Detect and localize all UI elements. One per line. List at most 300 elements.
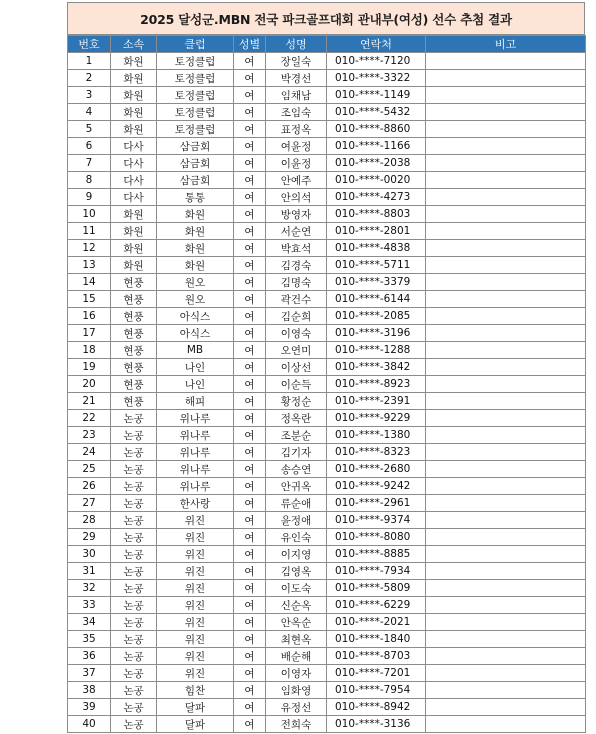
- cell-number: 9: [68, 189, 111, 206]
- table-row: [68, 206, 586, 223]
- cell-remarks: [426, 172, 586, 189]
- cell-gender: 여: [234, 682, 266, 699]
- table-row: [68, 359, 586, 376]
- cell-club: 통통: [157, 189, 234, 206]
- cell-contact: 010-****-3379: [327, 274, 426, 291]
- cell-contact: 010-****-2085: [327, 308, 426, 325]
- cell-gender: 여: [234, 274, 266, 291]
- cell-contact: 010-****-1380: [327, 427, 426, 444]
- cell-gender: 여: [234, 121, 266, 138]
- cell-remarks: [426, 546, 586, 563]
- cell-gender: 여: [234, 240, 266, 257]
- cell-gender: 여: [234, 529, 266, 546]
- cell-affiliation: 논공: [111, 546, 157, 563]
- cell-contact: 010-****-8923: [327, 376, 426, 393]
- cell-remarks: [426, 223, 586, 240]
- cell-club: 아식스: [157, 308, 234, 325]
- cell-number: 33: [68, 597, 111, 614]
- cell-club: 힘찬: [157, 682, 234, 699]
- cell-gender: 여: [234, 512, 266, 529]
- cell-remarks: [426, 393, 586, 410]
- cell-affiliation: 다사: [111, 138, 157, 155]
- table-row: [68, 291, 586, 308]
- cell-remarks: [426, 478, 586, 495]
- table-row: [68, 665, 586, 682]
- cell-remarks: [426, 155, 586, 172]
- cell-affiliation: 논공: [111, 444, 157, 461]
- table-body: [68, 53, 586, 733]
- cell-affiliation: 현풍: [111, 274, 157, 291]
- cell-affiliation: 다사: [111, 172, 157, 189]
- cell-name: 이도숙: [266, 580, 327, 597]
- cell-name: 유정선: [266, 699, 327, 716]
- cell-affiliation: 논공: [111, 682, 157, 699]
- cell-gender: 여: [234, 291, 266, 308]
- cell-contact: 010-****-8860: [327, 121, 426, 138]
- cell-affiliation: 화원: [111, 87, 157, 104]
- cell-affiliation: 논공: [111, 648, 157, 665]
- cell-affiliation: 화원: [111, 53, 157, 70]
- cell-number: 21: [68, 393, 111, 410]
- cell-remarks: [426, 529, 586, 546]
- cell-remarks: [426, 580, 586, 597]
- col-header-gender: 성별: [234, 36, 266, 53]
- cell-remarks: [426, 648, 586, 665]
- table-row: [68, 495, 586, 512]
- table-row: [68, 682, 586, 699]
- cell-contact: 010-****-1840: [327, 631, 426, 648]
- table-row: [68, 87, 586, 104]
- cell-club: 화원: [157, 223, 234, 240]
- cell-gender: 여: [234, 478, 266, 495]
- cell-gender: 여: [234, 716, 266, 733]
- table-row: [68, 427, 586, 444]
- cell-number: 28: [68, 512, 111, 529]
- cell-name: 표정옥: [266, 121, 327, 138]
- cell-affiliation: 논공: [111, 580, 157, 597]
- cell-number: 16: [68, 308, 111, 325]
- cell-contact: 010-****-2961: [327, 495, 426, 512]
- cell-contact: 010-****-2391: [327, 393, 426, 410]
- cell-number: 37: [68, 665, 111, 682]
- cell-club: 위나루: [157, 410, 234, 427]
- header-row: [68, 36, 586, 53]
- cell-name: 신순옥: [266, 597, 327, 614]
- table-row: [68, 614, 586, 631]
- cell-affiliation: 현풍: [111, 325, 157, 342]
- cell-affiliation: 화원: [111, 240, 157, 257]
- table-row: [68, 257, 586, 274]
- cell-name: 최현옥: [266, 631, 327, 648]
- cell-contact: 010-****-8942: [327, 699, 426, 716]
- cell-number: 19: [68, 359, 111, 376]
- cell-club: 위진: [157, 529, 234, 546]
- cell-gender: 여: [234, 206, 266, 223]
- cell-club: 삼금회: [157, 138, 234, 155]
- cell-remarks: [426, 53, 586, 70]
- table-row: [68, 716, 586, 733]
- col-header-name: 성명: [266, 36, 327, 53]
- table-row: [68, 648, 586, 665]
- cell-contact: 010-****-6229: [327, 597, 426, 614]
- cell-number: 18: [68, 342, 111, 359]
- cell-gender: 여: [234, 614, 266, 631]
- cell-number: 14: [68, 274, 111, 291]
- cell-number: 15: [68, 291, 111, 308]
- table-row: [68, 478, 586, 495]
- table-row: [68, 155, 586, 172]
- cell-affiliation: 다사: [111, 155, 157, 172]
- cell-number: 7: [68, 155, 111, 172]
- cell-contact: 010-****-1288: [327, 342, 426, 359]
- results-sheet: [67, 2, 585, 733]
- cell-affiliation: 화원: [111, 206, 157, 223]
- cell-remarks: [426, 665, 586, 682]
- table-row: [68, 461, 586, 478]
- cell-club: 위나루: [157, 478, 234, 495]
- cell-name: 안예주: [266, 172, 327, 189]
- cell-contact: 010-****-5809: [327, 580, 426, 597]
- cell-gender: 여: [234, 104, 266, 121]
- table-row: [68, 597, 586, 614]
- cell-club: MB: [157, 342, 234, 359]
- cell-number: 22: [68, 410, 111, 427]
- table-row: [68, 444, 586, 461]
- cell-remarks: [426, 699, 586, 716]
- cell-contact: 010-****-8803: [327, 206, 426, 223]
- cell-name: 이지영: [266, 546, 327, 563]
- cell-gender: 여: [234, 665, 266, 682]
- cell-affiliation: 현풍: [111, 359, 157, 376]
- cell-gender: 여: [234, 155, 266, 172]
- cell-name: 장일숙: [266, 53, 327, 70]
- cell-number: 13: [68, 257, 111, 274]
- cell-gender: 여: [234, 461, 266, 478]
- cell-remarks: [426, 631, 586, 648]
- cell-name: 조임숙: [266, 104, 327, 121]
- cell-name: 오연미: [266, 342, 327, 359]
- cell-gender: 여: [234, 308, 266, 325]
- cell-number: 32: [68, 580, 111, 597]
- cell-name: 류순애: [266, 495, 327, 512]
- col-header-club: 클럽: [157, 36, 234, 53]
- cell-gender: 여: [234, 376, 266, 393]
- table-row: [68, 308, 586, 325]
- cell-gender: 여: [234, 325, 266, 342]
- cell-club: 위나루: [157, 444, 234, 461]
- cell-number: 8: [68, 172, 111, 189]
- cell-number: 3: [68, 87, 111, 104]
- cell-club: 토정클럽: [157, 53, 234, 70]
- cell-affiliation: 화원: [111, 104, 157, 121]
- table-row: [68, 240, 586, 257]
- cell-gender: 여: [234, 410, 266, 427]
- cell-affiliation: 현풍: [111, 291, 157, 308]
- cell-club: 아식스: [157, 325, 234, 342]
- cell-name: 송승연: [266, 461, 327, 478]
- cell-number: 4: [68, 104, 111, 121]
- cell-number: 31: [68, 563, 111, 580]
- cell-remarks: [426, 342, 586, 359]
- table-row: [68, 325, 586, 342]
- cell-club: 위진: [157, 631, 234, 648]
- cell-affiliation: 논공: [111, 716, 157, 733]
- cell-remarks: [426, 240, 586, 257]
- cell-number: 29: [68, 529, 111, 546]
- cell-remarks: [426, 563, 586, 580]
- cell-club: 원오: [157, 274, 234, 291]
- cell-remarks: [426, 87, 586, 104]
- cell-remarks: [426, 308, 586, 325]
- cell-affiliation: 화원: [111, 70, 157, 87]
- cell-affiliation: 현풍: [111, 308, 157, 325]
- cell-name: 방영자: [266, 206, 327, 223]
- cell-gender: 여: [234, 546, 266, 563]
- cell-name: 김영옥: [266, 563, 327, 580]
- cell-name: 여윤정: [266, 138, 327, 155]
- cell-remarks: [426, 376, 586, 393]
- table-row: [68, 138, 586, 155]
- cell-gender: 여: [234, 53, 266, 70]
- cell-affiliation: 논공: [111, 512, 157, 529]
- cell-contact: 010-****-0020: [327, 172, 426, 189]
- cell-contact: 010-****-2021: [327, 614, 426, 631]
- cell-club: 위나루: [157, 427, 234, 444]
- cell-contact: 010-****-9229: [327, 410, 426, 427]
- cell-number: 27: [68, 495, 111, 512]
- cell-number: 11: [68, 223, 111, 240]
- sheet-title: 2025 달성군.MBN 전국 파크골프대회 관내부(여성) 선수 추첨 결과: [67, 2, 585, 35]
- table-row: [68, 699, 586, 716]
- cell-remarks: [426, 206, 586, 223]
- cell-name: 박효석: [266, 240, 327, 257]
- col-header-remarks: 비고: [426, 36, 586, 53]
- cell-remarks: [426, 257, 586, 274]
- cell-remarks: [426, 444, 586, 461]
- cell-number: 36: [68, 648, 111, 665]
- cell-remarks: [426, 410, 586, 427]
- cell-number: 38: [68, 682, 111, 699]
- cell-remarks: [426, 138, 586, 155]
- cell-number: 24: [68, 444, 111, 461]
- cell-gender: 여: [234, 444, 266, 461]
- cell-gender: 여: [234, 699, 266, 716]
- cell-club: 원오: [157, 291, 234, 308]
- cell-gender: 여: [234, 580, 266, 597]
- cell-remarks: [426, 274, 586, 291]
- cell-name: 윤정애: [266, 512, 327, 529]
- cell-contact: 010-****-8080: [327, 529, 426, 546]
- table-row: [68, 172, 586, 189]
- cell-name: 김기자: [266, 444, 327, 461]
- cell-club: 달파: [157, 716, 234, 733]
- cell-remarks: [426, 495, 586, 512]
- cell-remarks: [426, 325, 586, 342]
- cell-contact: 010-****-4838: [327, 240, 426, 257]
- cell-gender: 여: [234, 597, 266, 614]
- cell-remarks: [426, 597, 586, 614]
- cell-contact: 010-****-2801: [327, 223, 426, 240]
- cell-name: 조분순: [266, 427, 327, 444]
- cell-remarks: [426, 512, 586, 529]
- cell-number: 23: [68, 427, 111, 444]
- cell-club: 삼금회: [157, 155, 234, 172]
- cell-number: 39: [68, 699, 111, 716]
- cell-club: 토정클럽: [157, 104, 234, 121]
- cell-gender: 여: [234, 87, 266, 104]
- cell-name: 배순해: [266, 648, 327, 665]
- cell-gender: 여: [234, 172, 266, 189]
- cell-gender: 여: [234, 393, 266, 410]
- cell-number: 6: [68, 138, 111, 155]
- cell-contact: 010-****-3322: [327, 70, 426, 87]
- cell-club: 위진: [157, 665, 234, 682]
- cell-number: 1: [68, 53, 111, 70]
- table-row: [68, 70, 586, 87]
- cell-contact: 010-****-5711: [327, 257, 426, 274]
- cell-club: 위진: [157, 648, 234, 665]
- cell-gender: 여: [234, 648, 266, 665]
- cell-contact: 010-****-3842: [327, 359, 426, 376]
- cell-affiliation: 현풍: [111, 376, 157, 393]
- cell-contact: 010-****-6144: [327, 291, 426, 308]
- table-row: [68, 393, 586, 410]
- table-row: [68, 189, 586, 206]
- cell-contact: 010-****-4273: [327, 189, 426, 206]
- cell-gender: 여: [234, 495, 266, 512]
- cell-gender: 여: [234, 563, 266, 580]
- cell-contact: 010-****-1166: [327, 138, 426, 155]
- cell-affiliation: 화원: [111, 121, 157, 138]
- cell-club: 나인: [157, 359, 234, 376]
- cell-contact: 010-****-7934: [327, 563, 426, 580]
- cell-club: 위진: [157, 546, 234, 563]
- table-row: [68, 104, 586, 121]
- cell-number: 26: [68, 478, 111, 495]
- table-row: [68, 121, 586, 138]
- cell-name: 정옥란: [266, 410, 327, 427]
- cell-contact: 010-****-8885: [327, 546, 426, 563]
- cell-gender: 여: [234, 359, 266, 376]
- cell-number: 35: [68, 631, 111, 648]
- cell-contact: 010-****-3136: [327, 716, 426, 733]
- cell-contact: 010-****-9374: [327, 512, 426, 529]
- cell-name: 이순득: [266, 376, 327, 393]
- cell-remarks: [426, 104, 586, 121]
- cell-club: 토정클럽: [157, 121, 234, 138]
- cell-name: 유인숙: [266, 529, 327, 546]
- cell-remarks: [426, 427, 586, 444]
- cell-affiliation: 화원: [111, 223, 157, 240]
- table-row: [68, 563, 586, 580]
- cell-remarks: [426, 189, 586, 206]
- cell-name: 이영숙: [266, 325, 327, 342]
- cell-number: 25: [68, 461, 111, 478]
- cell-club: 화원: [157, 206, 234, 223]
- col-header-affiliation: 소속: [111, 36, 157, 53]
- cell-club: 토정클럽: [157, 70, 234, 87]
- cell-gender: 여: [234, 138, 266, 155]
- cell-contact: 010-****-7120: [327, 53, 426, 70]
- cell-affiliation: 논공: [111, 597, 157, 614]
- cell-remarks: [426, 614, 586, 631]
- cell-gender: 여: [234, 257, 266, 274]
- cell-name: 황정순: [266, 393, 327, 410]
- cell-name: 곽건수: [266, 291, 327, 308]
- cell-club: 나인: [157, 376, 234, 393]
- cell-name: 김명숙: [266, 274, 327, 291]
- cell-club: 달파: [157, 699, 234, 716]
- cell-club: 삼금회: [157, 172, 234, 189]
- cell-name: 김순희: [266, 308, 327, 325]
- cell-affiliation: 현풍: [111, 342, 157, 359]
- cell-club: 위진: [157, 580, 234, 597]
- cell-name: 서순연: [266, 223, 327, 240]
- cell-club: 해피: [157, 393, 234, 410]
- col-header-number: 번호: [68, 36, 111, 53]
- cell-gender: 여: [234, 342, 266, 359]
- cell-name: 임화영: [266, 682, 327, 699]
- table-row: [68, 342, 586, 359]
- cell-affiliation: 논공: [111, 631, 157, 648]
- table-row: [68, 580, 586, 597]
- cell-remarks: [426, 359, 586, 376]
- cell-affiliation: 논공: [111, 614, 157, 631]
- cell-gender: 여: [234, 70, 266, 87]
- cell-gender: 여: [234, 631, 266, 648]
- cell-remarks: [426, 70, 586, 87]
- cell-name: 전희숙: [266, 716, 327, 733]
- cell-club: 위진: [157, 512, 234, 529]
- table-row: [68, 53, 586, 70]
- cell-affiliation: 화원: [111, 257, 157, 274]
- cell-name: 이윤정: [266, 155, 327, 172]
- cell-name: 이영자: [266, 665, 327, 682]
- results-table: [67, 35, 586, 733]
- cell-name: 안귀옥: [266, 478, 327, 495]
- cell-affiliation: 논공: [111, 699, 157, 716]
- cell-affiliation: 다사: [111, 189, 157, 206]
- col-header-contact: 연락처: [327, 36, 426, 53]
- cell-name: 김경숙: [266, 257, 327, 274]
- cell-club: 위진: [157, 563, 234, 580]
- cell-remarks: [426, 682, 586, 699]
- cell-club: 화원: [157, 240, 234, 257]
- cell-number: 17: [68, 325, 111, 342]
- cell-affiliation: 논공: [111, 478, 157, 495]
- cell-number: 5: [68, 121, 111, 138]
- cell-contact: 010-****-7954: [327, 682, 426, 699]
- cell-remarks: [426, 716, 586, 733]
- cell-gender: 여: [234, 427, 266, 444]
- table-row: [68, 376, 586, 393]
- cell-affiliation: 논공: [111, 495, 157, 512]
- cell-affiliation: 논공: [111, 529, 157, 546]
- cell-contact: 010-****-5432: [327, 104, 426, 121]
- cell-contact: 010-****-1149: [327, 87, 426, 104]
- cell-name: 박경선: [266, 70, 327, 87]
- cell-name: 임채남: [266, 87, 327, 104]
- cell-number: 2: [68, 70, 111, 87]
- cell-club: 토정클럽: [157, 87, 234, 104]
- cell-affiliation: 논공: [111, 461, 157, 478]
- cell-number: 10: [68, 206, 111, 223]
- cell-name: 안의석: [266, 189, 327, 206]
- cell-name: 안옥순: [266, 614, 327, 631]
- cell-gender: 여: [234, 223, 266, 240]
- cell-number: 30: [68, 546, 111, 563]
- cell-contact: 010-****-9242: [327, 478, 426, 495]
